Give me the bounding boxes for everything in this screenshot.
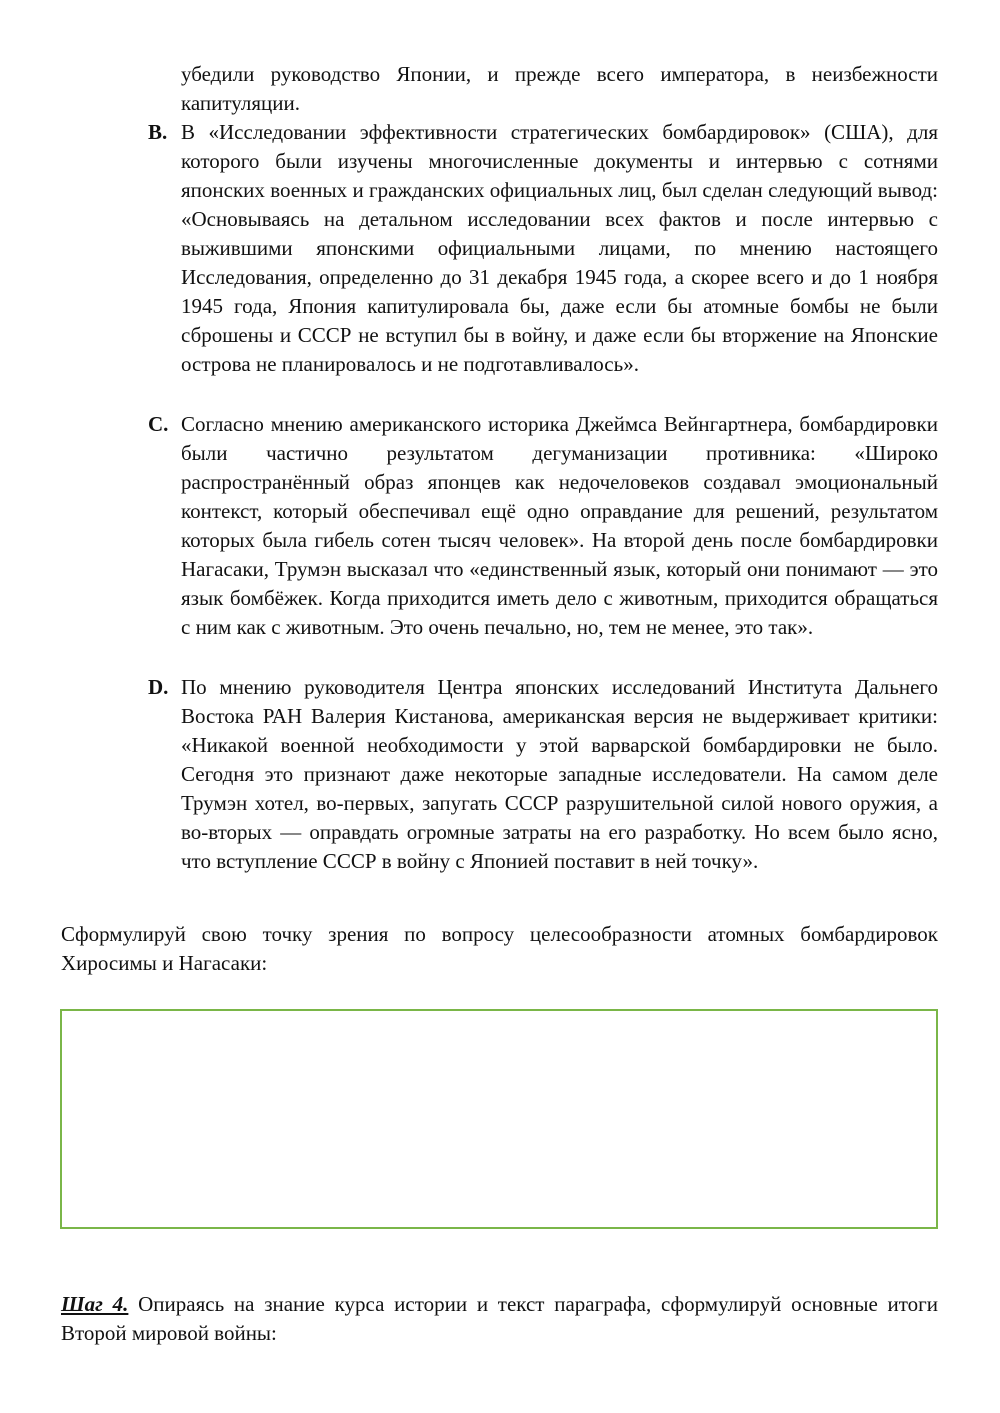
continuation-text: убедили руководство Японии, и прежде всего императора, в неизбежности капитуляции.: [181, 62, 938, 115]
item-letter: C.: [148, 412, 169, 436]
item-text: В «Исследовании эффективности стратегических бомбардировок» (США), для которого были изучены многочисленные документы и интервью с сотнями японских военных и гражданских официальных лиц, был сделан следующий вывод: «Основываясь на детальном исследовании всех фактов и после интервью с выжившими японскими официальными лицами, по мнению настоящего Исследования, определенно до 31 декабря 1945 года, а скорее всего и до 1 ноября 1945 года, Япония капитулировала бы, даже если бы атомные бомбы не были сброшены и СССР не вступил бы в войну, и даже если бы вторжение на Японские острова не планировалось и не подготавливалось».: [181, 120, 938, 376]
step-text: Опираясь на знание курса истории и текст параграфа, сформулируй основные итоги Второй мировой войны:: [61, 1292, 938, 1345]
item-text: Согласно мнению американского историка Джеймса Вейнгартнера, бомбардировки были частично результатом дегуманизации противника: «Широко распространённый образ японцев как недочеловеков создавал эмоциональный контекст, который обеспечивал ещё одно оправдание для решений, результатом которых была гибель сотен тысяч человек». На второй день после бомбардировки Нагасаки, Трумэн высказал что «единственный язык, который они понимают — это язык бомбёжек. Когда приходится иметь дело с животным, приходится обращаться с ним как с животным. Это очень печально, но, тем не менее, это так».: [181, 412, 938, 639]
opinion-prompt: Сформулируй свою точку зрения по вопросу целесообразности атомных бомбардировок Хиросимы и Нагасаки:: [61, 922, 938, 975]
step-4-instruction: [61, 1290, 938, 1348]
answer-input-box[interactable]: [60, 1009, 938, 1229]
step-label: Шаг 4.: [61, 1292, 129, 1316]
item-letter: D.: [148, 675, 169, 699]
item-letter: B.: [148, 120, 168, 144]
item-text: По мнению руководителя Центра японских исследований Института Дальнего Востока РАН Валерия Кистанова, американская версия не выдерживает критики: «Никакой военной необходимости у этой варварской бомбардировки не было. Сегодня это признают даже некоторые западные исследователи. На самом деле Трумэн хотел, во-первых, запугать СССР разрушительной силой нового оружия, а во-вторых — оправдать огромные затраты на его разработку. Но всем было ясно, что вступление СССР в войну с Японией поставит в ней точку».: [181, 675, 938, 873]
